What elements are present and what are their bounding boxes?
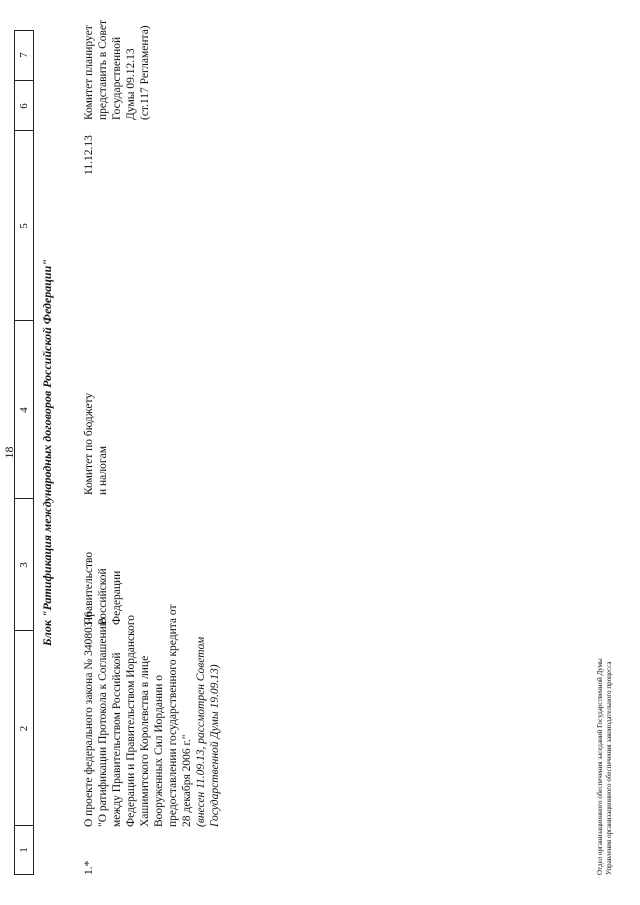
initiator-line: Правительство (83, 551, 95, 625)
desc-line: Федерации и Правительством Иорданского (125, 614, 137, 827)
footer-line: Управления организационного обеспечения законодательного процесса (605, 661, 613, 875)
plan-line: Государственной (111, 36, 123, 120)
row-date: 11.12.13 (83, 135, 95, 175)
desc-line: О проекте федерального закона № 340803-6 (83, 611, 95, 827)
plan-line: Комитет планирует (83, 25, 95, 120)
header-col-6: 6 (18, 103, 30, 109)
plan-line: представить в Совет (97, 19, 109, 120)
plan-line: (ст.117 Регламента) (139, 25, 151, 120)
desc-line: Хашимитского Королевства в лице (139, 655, 151, 827)
footer (596, 658, 614, 875)
header-col-7: 7 (18, 52, 30, 58)
desc-line: 28 декабря 2006 г." (181, 734, 193, 827)
page-number: 18 (2, 446, 16, 459)
header-col-3: 3 (18, 562, 30, 568)
note-line: Государственной Думы 19.09.13) (209, 664, 221, 827)
plan-line: Думы 09.12.13 (125, 48, 137, 120)
header-col-4: 4 (18, 407, 30, 413)
block-title: Блок "Ратификация международных договоров Российской Федерации" (40, 259, 54, 646)
header-col-2: 2 (18, 725, 30, 732)
footer-line: Отдел организационного обеспечения заседаний Государственной Думы (596, 658, 604, 875)
committee-line: Комитет по бюджету (83, 392, 95, 495)
row-initiator (82, 515, 124, 625)
desc-line: между Правительством Российской (111, 652, 123, 827)
row-plan (82, 0, 152, 120)
table-header-row (14, 30, 34, 875)
desc-line: предоставлении государственного кредита от (167, 604, 179, 827)
row-committee (82, 345, 110, 495)
desc-line: "О ратификации Протокола к Соглашению (97, 617, 109, 827)
header-col-1: 1 (18, 847, 30, 853)
initiator-line: Российской (97, 568, 109, 625)
header-col-5: 5 (18, 223, 30, 229)
desc-line: Вооруженных Сил Иордании о (153, 674, 165, 827)
row-number: 1.* (83, 860, 95, 875)
committee-line: и налогам (97, 446, 109, 495)
note-line: (внесен 11.09.13, рассмотрен Советом (195, 636, 207, 827)
initiator-line: Федерации (111, 570, 123, 625)
